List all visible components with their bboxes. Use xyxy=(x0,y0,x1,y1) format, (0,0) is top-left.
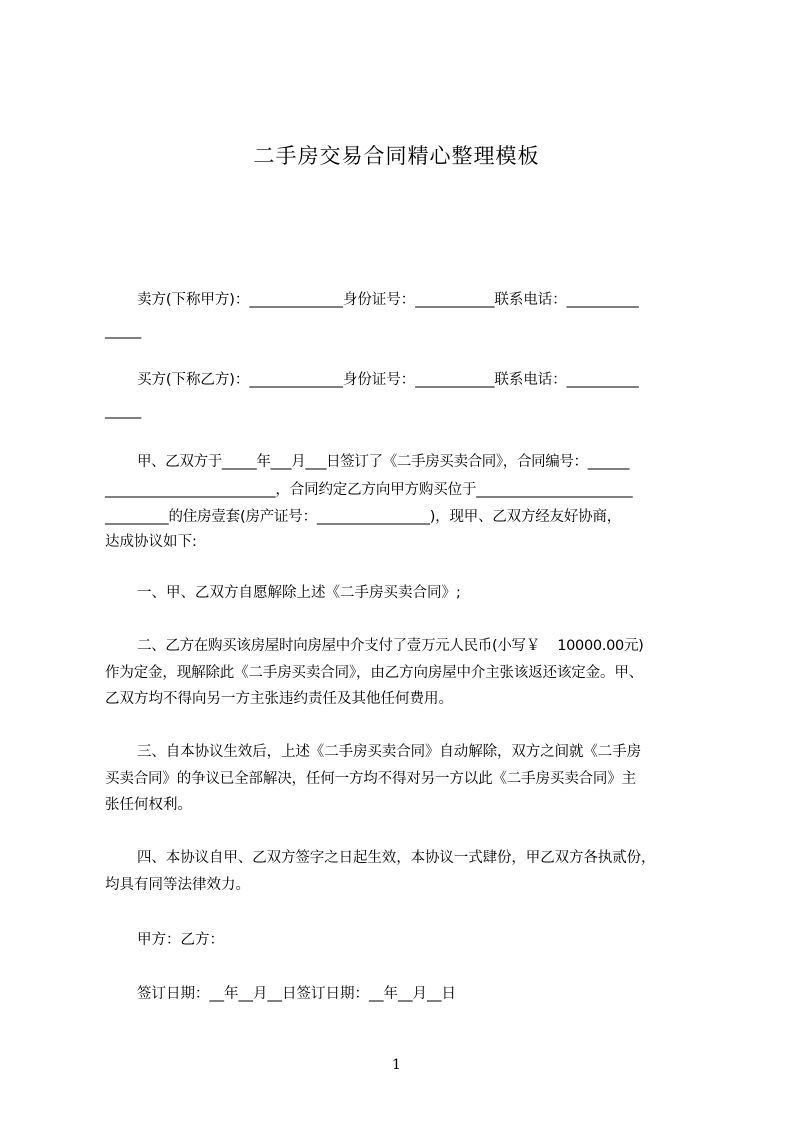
clause-2-line-1: 二、乙方在购买该房屋时向房屋中介支付了壹万元人民币(小写￥ 10000.00元) xyxy=(137,638,644,654)
contract-intro-line-1: 甲、乙双方于_____年___月___日签订了《二手房买卖合同》，合同编号：______ xyxy=(137,454,630,470)
buyer-info-line-wrap: _____ xyxy=(105,403,142,419)
clause-2-line-3: 乙双方均不得向另一方主张违约责任及其他任何费用。 xyxy=(105,691,453,707)
signature-date-line: 签订日期：__年__月__日签订日期：__年__月__日 xyxy=(137,986,456,1002)
contract-intro-line-4: 达成协议如下: xyxy=(105,534,197,550)
document-title: 二手房交易合同精心整理模板 xyxy=(253,144,540,168)
page-number: 1 xyxy=(392,1057,401,1073)
signature-parties-line: 甲方：乙方： xyxy=(137,932,224,948)
clause-2-line-2: 作为定金，现解除此《二手房买卖合同》，由乙方向房屋中介主张该返还该定金。甲、 xyxy=(105,665,644,681)
clause-3-line-2: 买卖合同》的争议已全部解决，任何一方均不得对另一方以此《二手房买卖合同》主 xyxy=(105,771,636,787)
clause-4-line-2: 均具有同等法律效力。 xyxy=(105,877,250,893)
clause-3-line-1: 三、自本协议生效后，上述《二手房买卖合同》自动解除，双方之间就《二手房 xyxy=(137,744,641,760)
clause-3-line-3: 张任何权利。 xyxy=(105,797,192,813)
contract-intro-line-2: ________________________，合同约定乙方向甲方购买位于______________________ xyxy=(105,482,633,498)
buyer-info-line: 买方(下称乙方)：_____________身份证号：___________联系电话：__________ xyxy=(137,372,639,388)
contract-intro-line-3: _________的住房壹套(房产证号：________________)，现甲、乙双方经友好协商， xyxy=(105,509,622,525)
seller-info-line-wrap: _____ xyxy=(105,323,142,339)
clause-1-line-1: 一、甲、乙双方自愿解除上述《二手房买卖合同》; xyxy=(137,585,461,601)
clause-4-line-1: 四、本协议自甲、乙双方签字之日起生效，本协议一式肆份，甲乙双方各执贰份， xyxy=(137,850,656,866)
seller-info-line: 卖方(下称甲方)：_____________身份证号：___________联系电话：__________ xyxy=(137,292,639,308)
